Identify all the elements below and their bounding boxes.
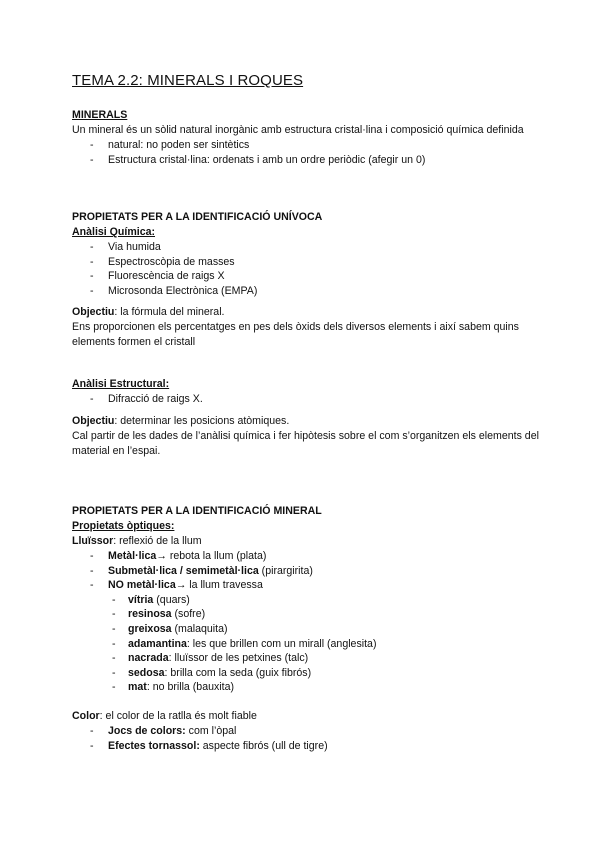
list-item: - Microsonda Electrònica (EMPA): [72, 284, 542, 299]
quimica-subheading: Anàlisi Química:: [72, 226, 156, 238]
estructural-objective: [72, 414, 542, 459]
list-item: - Espectroscòpia de masses: [72, 255, 542, 270]
list-item: - Via humida: [72, 240, 542, 255]
mineral-id-heading: PROPIETATS PER A LA IDENTIFICACIÓ MINERAL: [72, 505, 322, 517]
optiques-subheading: Propietats òptiques:: [72, 520, 175, 532]
list-item: - Fluorescència de raigs X: [72, 269, 542, 284]
objective-label: Objectiu: [72, 415, 115, 427]
mineral-id-section: [72, 504, 542, 695]
page-title: TEMA 2.2: MINERALS I ROQUES: [72, 72, 304, 89]
list-item: - Difracció de raigs X.: [72, 392, 542, 407]
estructural-subheading: Anàlisi Estructural:: [72, 378, 170, 390]
nonmetallic-list: [72, 593, 542, 695]
list-item: - Metàl·lica→ rebota la llum (plata): [72, 549, 542, 564]
quimica-list: [72, 240, 542, 298]
minerals-section: [72, 108, 542, 167]
list-item: - Estructura cristal·lina: ordenats i amb un ordre periòdic (afegir un 0): [72, 153, 542, 168]
list-item: - adamantina: les que brillen com un mirall (anglesita): [72, 637, 542, 652]
list-item: - greixosa (malaquita): [72, 622, 542, 637]
quimica-objective: [72, 305, 542, 350]
list-item: - nacrada: lluïssor de les petxines (talc): [72, 651, 542, 666]
list-item: - vítria (quars): [72, 593, 542, 608]
minerals-list: [72, 138, 542, 167]
lluissor-label: Lluïssor: [72, 535, 114, 547]
estructural-section: [72, 377, 542, 407]
minerals-definition: Un mineral és un sòlid natural inorgànic amb estructura cristal·lina i composició química definida: [72, 124, 524, 136]
color-label: Color: [72, 710, 100, 722]
univoca-section: [72, 210, 542, 298]
list-item: - resinosa (sofre): [72, 607, 542, 622]
color-section: [72, 709, 542, 753]
objective-label: Objectiu: [72, 306, 115, 318]
estructural-list: [72, 392, 542, 407]
list-item: - natural: no poden ser sintètics: [72, 138, 542, 153]
list-item: - NO metàl·lica→ la llum travessa: [72, 578, 542, 593]
univoca-heading: PROPIETATS PER A LA IDENTIFICACIÓ UNÍVOCA: [72, 211, 323, 223]
list-item: - Jocs de colors: com l’òpal: [72, 724, 542, 739]
color-text: : el color de la ratlla és molt fiable: [99, 710, 257, 722]
color-list: [72, 724, 542, 753]
list-item: - Efectes tornassol: aspecte fibrós (ull de tigre): [72, 739, 542, 754]
lluissor-text: : reflexió de la llum: [113, 535, 202, 547]
objective-text: : determinar les posicions atòmiques.: [114, 415, 290, 427]
list-item: - Submetàl·lica / semimetàl·lica (pirargirita): [72, 564, 542, 579]
quimica-paragraph: Ens proporcionen els percentatges en pes dels òxids dels diversos elements i així sabem quins elements formen el cristall: [72, 321, 519, 348]
lluissor-types-list: [72, 549, 542, 593]
list-item: - mat: no brilla (bauxita): [72, 680, 542, 695]
list-item: - sedosa: brilla com la seda (guix fibrós): [72, 666, 542, 681]
minerals-heading: MINERALS: [72, 109, 128, 121]
objective-text: : la fórmula del mineral.: [114, 306, 225, 318]
estructural-paragraph: Cal partir de les dades de l’anàlisi química i fer hipòtesis sobre el com s’organitzen els elements del material en l’espai.: [72, 430, 539, 457]
